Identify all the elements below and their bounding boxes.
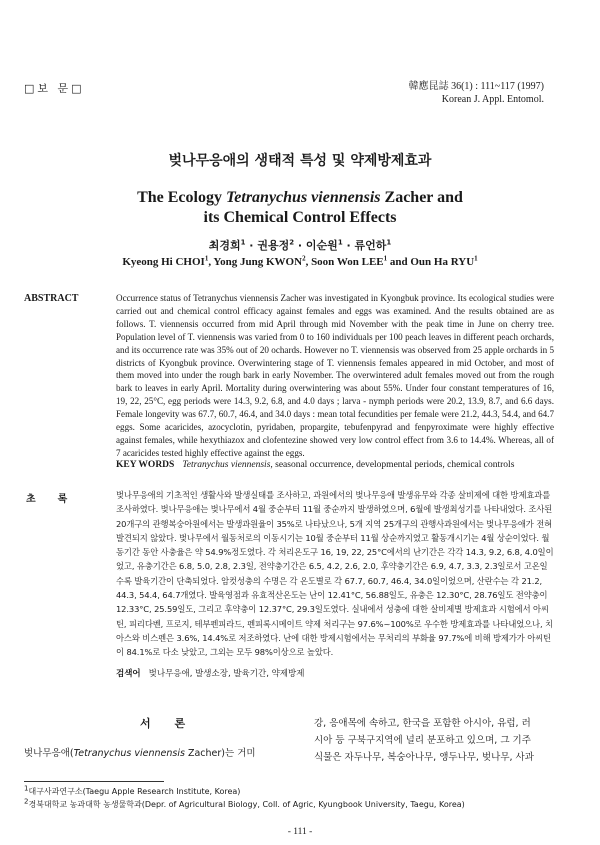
- author-affil: 1: [240, 238, 246, 247]
- author-affil: 1: [386, 238, 392, 247]
- korean-abstract-text: 벚나무응애의 기초적인 생활사와 발생실태를 조사하고, 과원에서의 벚나무응애 발생유무와 각종 살비제에 대한 방제효과를 조사하였다. 벚나무응애는 벚나무에서 4월 중순부터 11월 중순까지 발생하였으며, 6월에 발생최성기를 나타내었다. 조사된 20개구의 관행복숭아원에서는 발생과원율이 35%로 나타났으나, 5개 지역 25개구의 관행사과원에서는 벚나무응애가 전혀 발견되지 않았다. 벚나무에서 월동처로의 이동시기는 10월 중순부터 11월 상순까지였고 활동개시기는 4월 상순이었다. 월동기간 동안 사충율은 약 54.9%정도였다. 각 처리온도구 16, 19, 22, 25°C에서의 난기간은 각각 14.3, 9.2, 6.8, 4.0일이었고, 유충기간은 6.8, 5.0, 2.8, 2.3일, 전약충기간은 6.5, 4.2, 2.6, 2.0, 후약충기간은 6.9, 4.7, 3.3, 2.3일로서 고온일수록 발육기간이 단축되었다. 암컷성충의 수명은 각 온도별로 각 67.7, 60.7, 46.4, 34.0일이었으며, 산란수는 각 21.2, 44.3, 54.4, 64.7개였다. 발육영점과 유효적산온도는 난이 12.41°C, 56.88일도, 유충은 12.30°C, 28.76일도 전약충이 12.33°C, 25.59일도, 그리고 후약충이 12.37°C, 29.3일도였다. 실내에서 성충에 대한 살비제별 방제효과 시험에서 아씨틴, 피리다벤, 프로지, 테부펜피라드, 펜피록시메이트 약제 처리구는 97.6%~100%로 우수한 방제효과를 나타내었으나, 치아스와 비스펜은 3.6%, 14.4%로 저조하였다. 난에 대한 방제시험에서는 무처리의 부화율 97.7%에 비해 방제가가 아씨틴이 84.1%로 다소 낮았고, 그외는 모두 98%이상으로 높았다.: [116, 490, 554, 658]
- english-title-part1: The Ecology: [137, 189, 226, 206]
- korean-abstract-label: 초 록: [26, 494, 70, 505]
- english-title-part2: Zacher and: [380, 189, 463, 206]
- author-kr: 류언하: [354, 239, 387, 252]
- journal-volume: 韓應昆誌 36(1) : 111~117 (1997): [408, 81, 544, 92]
- keywords-species: Tetranychus viennensis: [182, 460, 271, 470]
- article-type-label: □보 문□: [24, 82, 85, 95]
- keywords-rest: , seasonal occurrence, developmental periods, chemical controls: [270, 460, 515, 470]
- author-kr: 최경희: [208, 239, 241, 252]
- author-affil: 1: [383, 254, 388, 263]
- author-affil: 2: [289, 238, 295, 247]
- english-title-species: Tetranychus viennensis: [225, 189, 381, 206]
- intro-line: 시아 등 구북구지역에 널리 분포하고 있으며, 그 기주: [314, 735, 531, 746]
- author-affil: 2: [302, 254, 306, 263]
- footnote-2: $^2$경북대학교 농과대학 농생물학과(Depr. of Agricultural Biology, Coll. of Agric, Kyungbook University, Taegu, Korea): [24, 797, 465, 809]
- korean-authors: 최경희$^1$ · 권용정$^2$ · 이순원$^1$ · 류언하$^1$: [208, 238, 392, 252]
- author-affil: 1: [337, 238, 343, 247]
- english-title: [0, 188, 600, 228]
- section-title-intro: 서 론: [140, 717, 196, 730]
- author-affil: 1: [474, 254, 478, 263]
- keywords-label: KEY WORDS: [116, 460, 175, 470]
- author-kr: 권용정: [257, 239, 290, 252]
- keywords: [116, 460, 556, 470]
- abstract-text: Occurrence status of Tetranychus viennensis Zacher was investigated in Kyongbuk province. Its ecological studies were carried out and chemical control efficacy against females and eggs was examined. And the results obtained are as follows. T. viennensis occurred from mid April through mid November with the peak time in June on cherry tree. Population level of T. viennensis was varied from 0 to 160 individuals per 100 peach leaves in different peach orchards, and its occurrence rate was 35% out of 20 ochards. However no T. viennensis was observed from 25 apple orchards in 5 districts of Kyongbuk province. Overwintering stage of T. viennensis females appeared in mid October, and most of them moved into under the rough bark in early November. The overwintered adult females moved out from the rough bark to leaves in early April. Mortality during overwintering was about 55%. Under four constant temperatures of 16, 19, 22, 25°C, egg periods were 14.3, 9.2, 6.8, and 4.0 days ; larva - nymph periods were 20.2, 13.9, 8.7, and 6.6 days. Female longevity was 67.7, 60.7, 46.4, and 34.0 days : mean total fecundities per female were 21.2, 44.3, 54.4, and 64.7 eggs. Some acaricides, azocyclotin, pyridaben, propargite, tebufenpyrad and fenpyroximate were highly effective against females, while hexythiazox and clofentezine showed very low control effect from 3.6 to 14.4%. Whereas, all of 7 acaricides tested highly effective against the eggs.: [116, 293, 554, 458]
- intro-line: 강, 응애목에 속하고, 한국을 포함한 아시아, 유럽, 러: [314, 718, 531, 729]
- intro-left-column: 벚나무응애(Tetranychus viennensis Zacher)는 거미: [24, 748, 256, 759]
- journal-name-en: Korean J. Appl. Entomol.: [441, 94, 544, 105]
- author-kr: 이순원: [305, 239, 338, 252]
- author-en: Kyeong Hi CHOI: [122, 256, 205, 268]
- korean-keywords-text: 벚나무응애, 발생소장, 발육기간, 약제방제: [148, 669, 305, 679]
- page-number: - 111 -: [287, 827, 313, 837]
- intro-right-column: [314, 715, 558, 766]
- author-en: Soon Won LEE: [311, 256, 384, 268]
- footnote-1: $^1$대구사과연구소(Taegu Apple Research Institute, Korea): [24, 784, 241, 796]
- english-title-line2: its Chemical Control Effects: [203, 209, 397, 226]
- footnote-divider: [24, 781, 164, 782]
- intro-line: 식물은 자두나무, 복숭아나무, 앵두나무, 벚나무, 사과: [314, 752, 534, 763]
- author-en: Yong Jung KWON: [213, 256, 303, 268]
- korean-keywords-label: 검색어: [116, 669, 141, 679]
- journal-citation: [409, 80, 544, 106]
- english-authors: Kyeong Hi CHOI$^1$, Yong Jung KWON$^2$, Soon Won LEE$^1$ and Oun Ha RYU$^1$: [122, 254, 478, 268]
- intro-species: Tetranychus viennensis: [73, 748, 185, 759]
- abstract-label: ABSTRACT: [24, 293, 79, 304]
- korean-title: 벚나무응애의 생태적 특성 및 약제방제효과: [168, 153, 432, 169]
- author-affil: 1: [204, 254, 209, 263]
- korean-keywords: [116, 667, 304, 679]
- author-en: Oun Ha RYU: [410, 256, 475, 268]
